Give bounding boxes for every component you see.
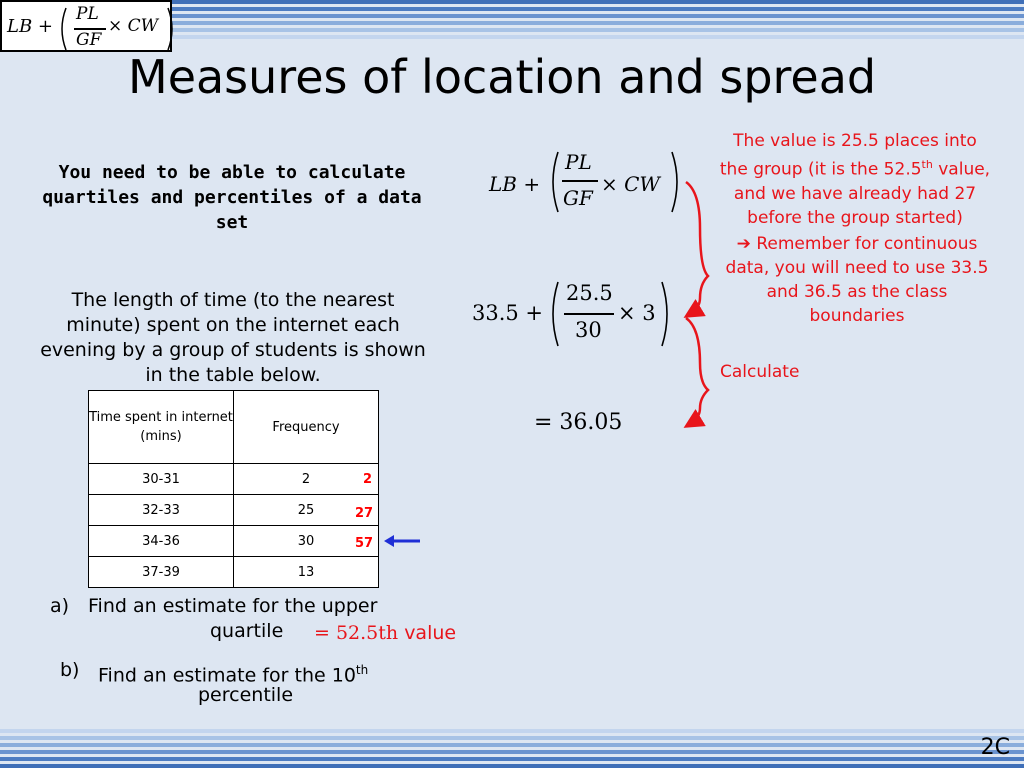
formula-fraction	[74, 4, 106, 50]
formula-pl: PL	[76, 4, 99, 24]
cumulative-57: 57	[355, 536, 374, 551]
note-line: and 36.5 as the class	[766, 282, 948, 302]
formula-gf: GF	[76, 30, 102, 50]
working-pl: PL	[565, 150, 592, 174]
footer-stripes	[0, 724, 1024, 768]
note-line: boundaries	[809, 306, 905, 326]
note-line: and we have already had 27	[733, 183, 977, 204]
description-text: The length of time (to the nearest minute) spent on the internet each evening by a group of students is shown in the table below.	[40, 289, 426, 386]
table-row	[89, 557, 379, 588]
question-a-line1: Find an estimate for the upper	[88, 595, 378, 617]
working2-den: 30	[575, 318, 602, 342]
page-title: Measures of location and spread	[128, 50, 877, 104]
cumulative-2: 2	[363, 472, 373, 487]
formula-box	[0, 0, 172, 52]
header-time: Time spent in internet (mins)	[89, 391, 234, 464]
note-boundaries	[704, 232, 1010, 328]
note-text: the group (it is the 52.5	[719, 159, 922, 180]
working-cw: × CW	[601, 172, 660, 196]
note-line: The value is 25.5 places into	[733, 131, 977, 151]
working2-lb: 33.5 +	[472, 301, 544, 325]
frequency-table	[88, 390, 379, 588]
question-a-answer	[314, 621, 456, 646]
slide-number: 2C	[980, 735, 1010, 760]
cell-frequency: 25	[234, 495, 379, 526]
working2-num: 25.5	[566, 281, 613, 305]
working2-fraction-bar	[564, 313, 614, 315]
intro-text: You need to be able to calculate quartiles and percentiles of a data set	[42, 162, 422, 233]
cell-frequency: 30	[234, 526, 379, 557]
question-b-sup: th	[355, 663, 369, 677]
working-gf: GF	[563, 186, 593, 210]
header-frequency: Frequency	[234, 391, 379, 464]
table-row	[89, 495, 379, 526]
cell-frequency: 13	[234, 557, 379, 588]
working2-times: × 3	[618, 301, 656, 325]
question-b-text: Find an estimate for the 10	[98, 664, 356, 687]
cell-time: 37-39	[89, 557, 234, 588]
working-lb: LB +	[489, 172, 541, 196]
cell-time: 34-36	[89, 526, 234, 557]
question-a-line2: quartile	[210, 620, 284, 642]
arrow-right-icon: ➔	[736, 234, 757, 254]
note-line: data, you will need to use 33.5	[725, 258, 989, 278]
question-b-line2: percentile	[198, 684, 294, 706]
note-line	[700, 153, 1010, 182]
question-a-label: a)	[50, 595, 70, 617]
blue-arrow-icon	[384, 532, 422, 550]
cell-time: 30-31	[89, 464, 234, 495]
note-text: value,	[932, 159, 991, 180]
note-text: Remember for continuous	[756, 234, 978, 254]
note-explanation	[700, 129, 1010, 230]
formula-cw: × CW	[108, 16, 159, 36]
question-b-label: b)	[60, 659, 80, 681]
note-sup: th	[921, 158, 933, 171]
note-line	[704, 232, 1010, 256]
cumulative-27: 27	[355, 506, 374, 521]
note-line: before the group started)	[747, 207, 963, 228]
table-row	[89, 526, 379, 557]
formula-lb: LB +	[7, 16, 53, 37]
question-a-answer-math: = 52.5th	[314, 622, 399, 644]
table-header-row	[89, 391, 379, 464]
question-a-answer-word: value	[404, 622, 457, 644]
working-result: = 36.05	[534, 410, 623, 435]
cell-time: 32-33	[89, 495, 234, 526]
working-fraction-bar	[562, 180, 598, 182]
note-calculate: Calculate	[720, 362, 800, 382]
table-row	[89, 464, 379, 495]
cell-frequency: 2	[234, 464, 379, 495]
